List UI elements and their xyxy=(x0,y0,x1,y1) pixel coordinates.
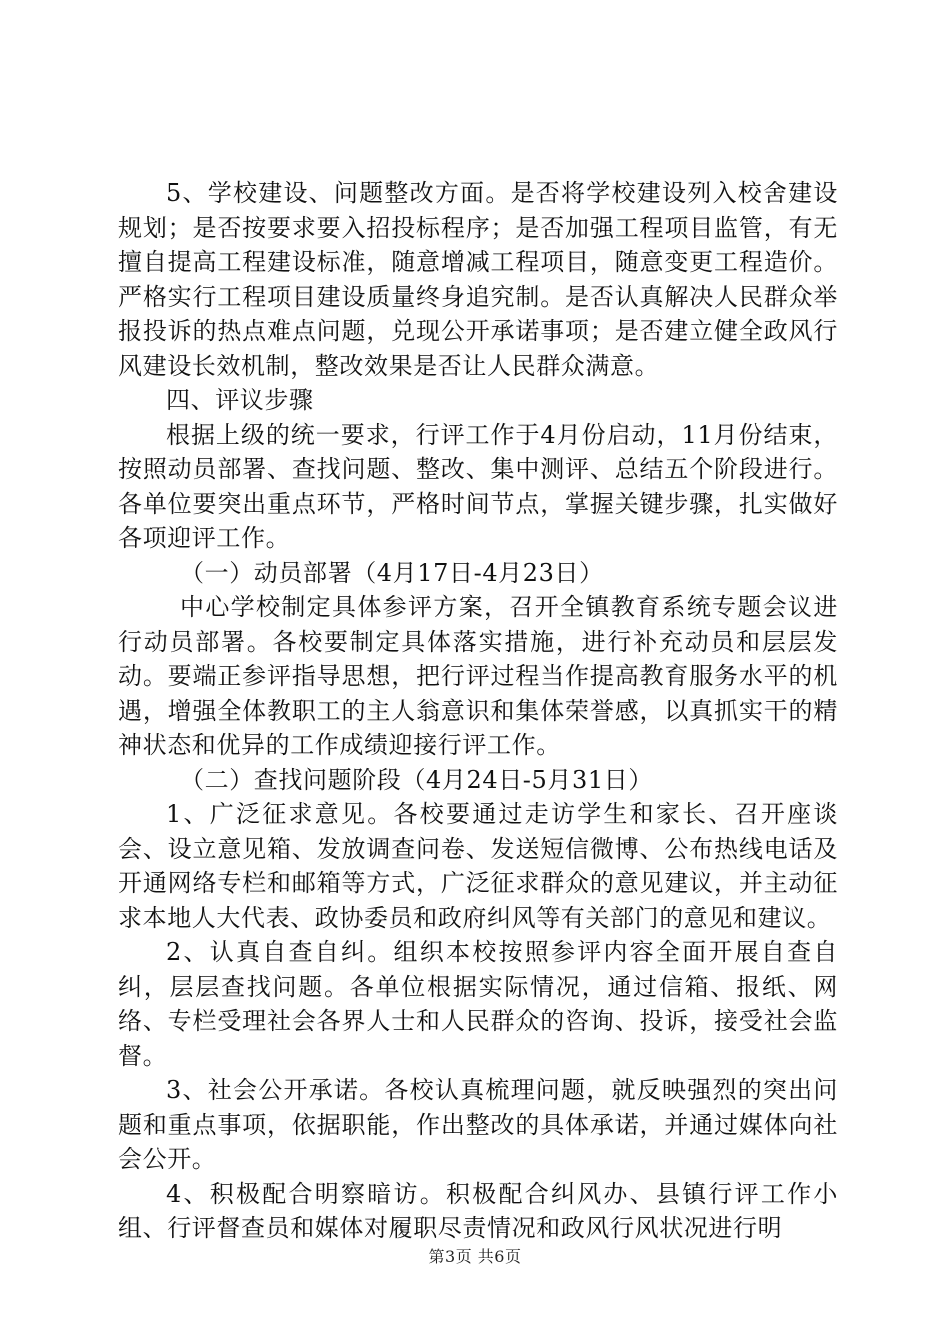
heading-find-problems: （二）查找问题阶段（4月24日-5月31日） xyxy=(180,765,653,794)
paragraph-review-overview: 根据上级的统一要求，行评工作于4月份启动，11月份结束，按照动员部署、查找问题、整改、集中测评、总结五个阶段进行。各单位要突出重点环节，严格时间节点，掌握关键步骤，扎实做好各项迎评工作。 xyxy=(118,420,838,552)
paragraph-self-inspection: 2、认真自查自纠。组织本校按照参评内容全面开展自查自纠，层层查找问题。各单位根据实际情况，通过信箱、报纸、网络、专栏受理社会各界人士和人民群众的咨询、投诉，接受社会监督。 xyxy=(118,938,838,1070)
paragraph-public-commitment: 3、社会公开承诺。各校认真梳理问题，就反映强烈的突出问题和重点事项，依据职能，作出整改的具体承诺，并通过媒体向社会公开。 xyxy=(118,1076,838,1173)
paragraph-inspection-cooperation: 4、积极配合明察暗访。积极配合纠风办、县镇行评工作小组、行评督查员和媒体对履职尽责情况和政风行风状况进行明 xyxy=(118,1179,838,1242)
page-number-footer: 第3页 共6页 xyxy=(428,1247,522,1266)
paragraph-mobilization: 中心学校制定具体参评方案，召开全镇教育系统专题会议进行动员部署。各校要制定具体落实措施，进行补充动员和层层发动。要端正参评指导思想，把行评过程当作提高教育服务水平的机遇，增强全体教职工的主人翁意识和集体荣誉感，以真抓实干的精神状态和优异的工作成绩迎接行评工作。 xyxy=(118,593,838,759)
paragraph-solicit-opinions: 1、广泛征求意见。各校要通过走访学生和家长、召开座谈会、设立意见箱、发放调查问卷、发送短信微博、公布热线电话及开通网络专栏和邮箱等方式，广泛征求群众的意见建议，并主动征求本地人大代表、政协委员和政府纠风等有关部门的意见和建议。 xyxy=(118,800,838,932)
document-body xyxy=(118,176,838,1246)
heading-mobilization: （一）动员部署（4月17日-4月23日） xyxy=(180,558,604,587)
paragraph-school-construction: 5、学校建设、问题整改方面。是否将学校建设列入校舍建设规划；是否按要求要入招投标程序；是否加强工程项目监管，有无擅自提高工程建设标准，随意增减工程项目，随意变更工程造价。严格实行工程项目建设质量终身追究制。是否认真解决人民群众举报投诉的热点难点问题，兑现公开承诺事项；是否建立健全政风行风建设长效机制，整改效果是否让人民群众满意。 xyxy=(118,179,838,380)
heading-review-steps: 四、评议步骤 xyxy=(166,386,314,414)
